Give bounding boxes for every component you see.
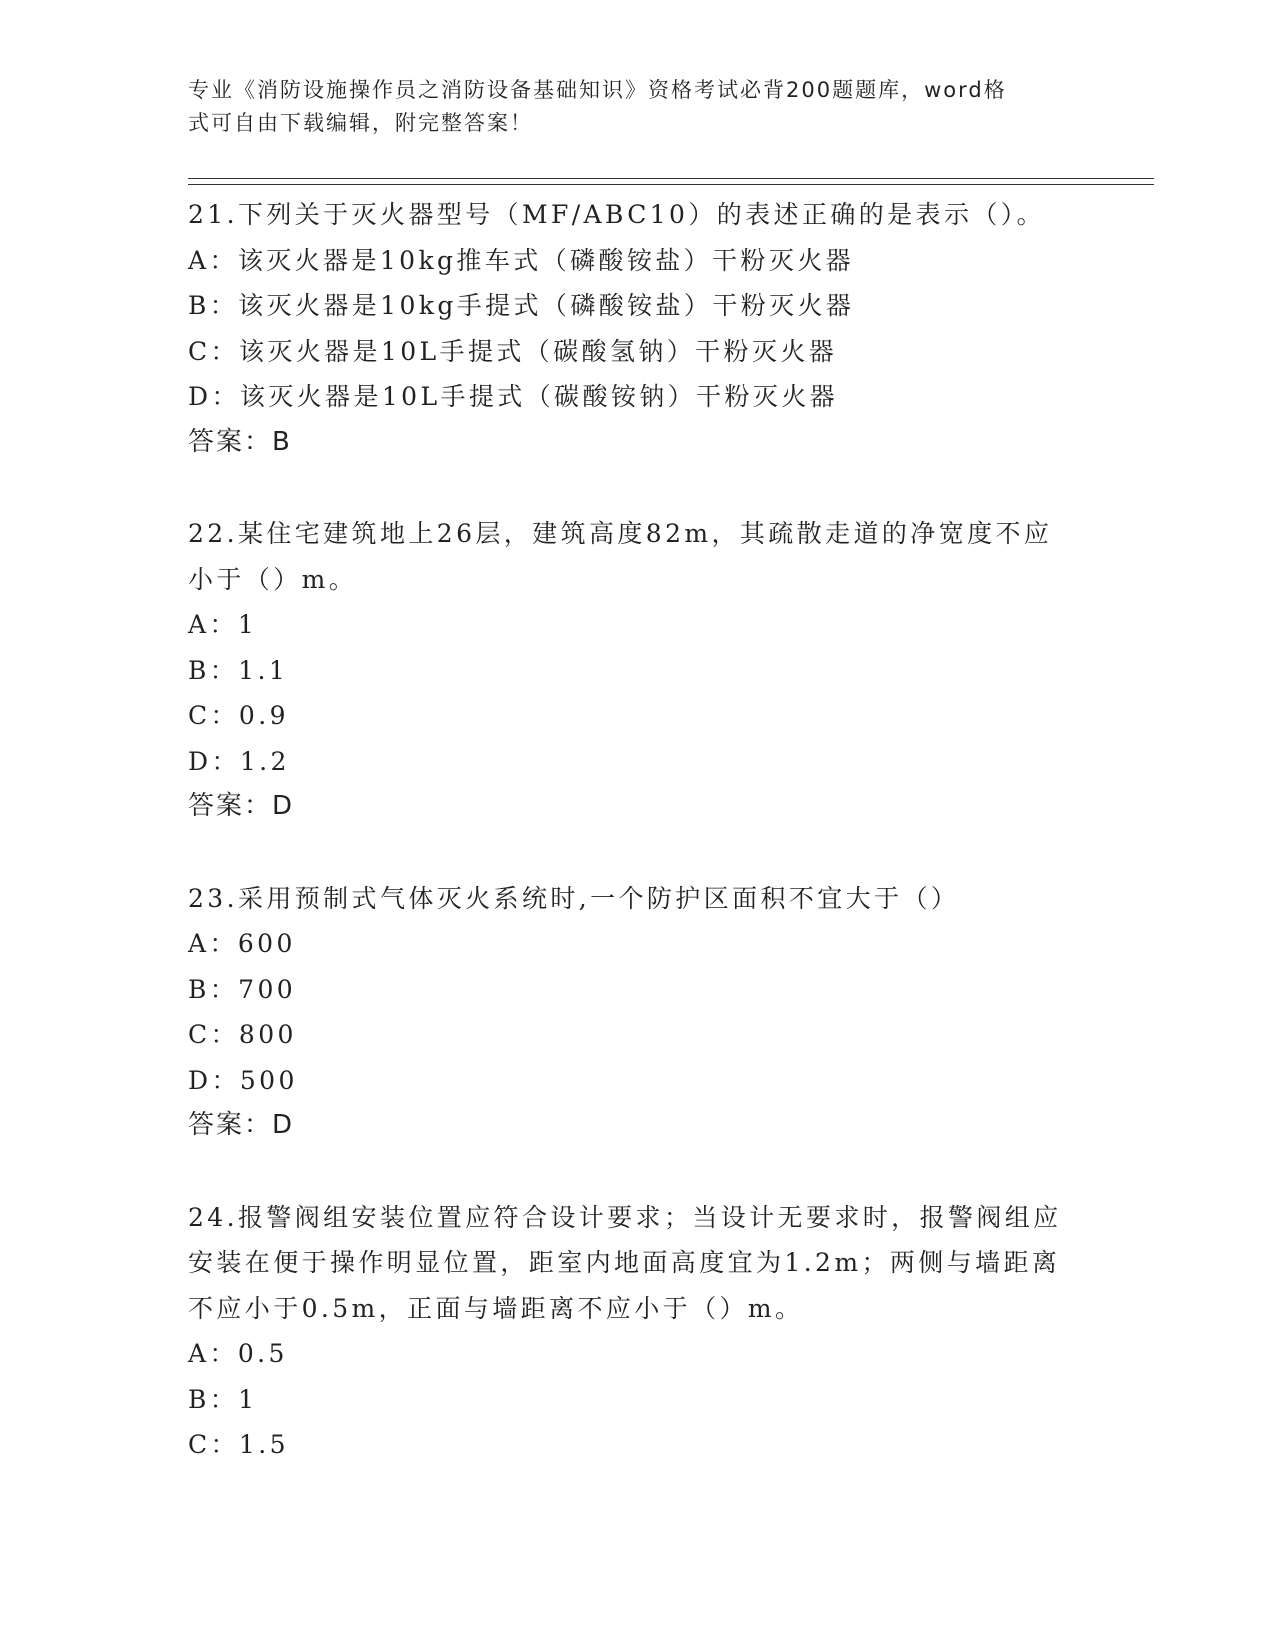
option-c: C：该灭火器是10L手提式（碳酸氢钠）干粉灭火器 [188,336,838,366]
header-divider-top [188,178,1154,179]
option-d: D：该灭火器是10L手提式（碳酸铵钠）干粉灭火器 [188,382,839,411]
question-stem: 23.采用预制式气体灭火系统时,一个防护区面积不宜大于（） [188,883,960,913]
option-b: B：1.1 [188,655,289,685]
option-d: D：500 [188,1065,298,1095]
question-block [188,876,1088,1149]
answer-line: 答案：D [188,791,295,821]
question-block [188,1195,1088,1468]
option-a: A：1 [188,610,258,639]
question-stem: 22.某住宅建筑地上26层，建筑高度82m，其疏散走道的净宽度不应小于（）m。 [188,519,1053,594]
question-block [188,511,1088,830]
question-block [188,192,1088,465]
header-line-2: 式可自由下载编辑，附完整答案！ [188,111,533,135]
question-list [188,192,1088,1468]
option-c: C：1.5 [188,1430,289,1459]
header-divider-bottom [188,184,1154,185]
option-a: A：600 [188,929,296,958]
document-header [188,74,1068,140]
question-stem: 24.报警阀组安装位置应符合设计要求；当设计无要求时，报警阀组应安装在便于操作明显位置，距室内地面高度宜为1.2m；两侧与墙距离不应小于0.5m，正面与墙距离不应小于（）m。 [188,1202,1062,1323]
option-a: A：0.5 [188,1339,288,1368]
header-line-1: 专业《消防设施操作员之消防设备基础知识》资格考试必背200题题库，word格 [188,78,1007,102]
option-b: B：1 [188,1384,258,1414]
option-b: B：该灭火器是10kg手提式（磷酸铵盐）干粉灭火器 [188,291,855,320]
option-b: B：700 [188,974,297,1004]
option-c: C：800 [188,1020,297,1049]
option-c: C：0.9 [188,701,289,730]
option-d: D：1.2 [188,746,290,776]
answer-line: 答案：B [188,426,292,457]
answer-line: 答案：D [188,1110,295,1140]
question-stem: 21.下列关于灭火器型号（MF/ABC10）的表述正确的是表示（）。 [188,200,1046,229]
option-a: A：该灭火器是10kg推车式（磷酸铵盐）干粉灭火器 [188,245,855,275]
